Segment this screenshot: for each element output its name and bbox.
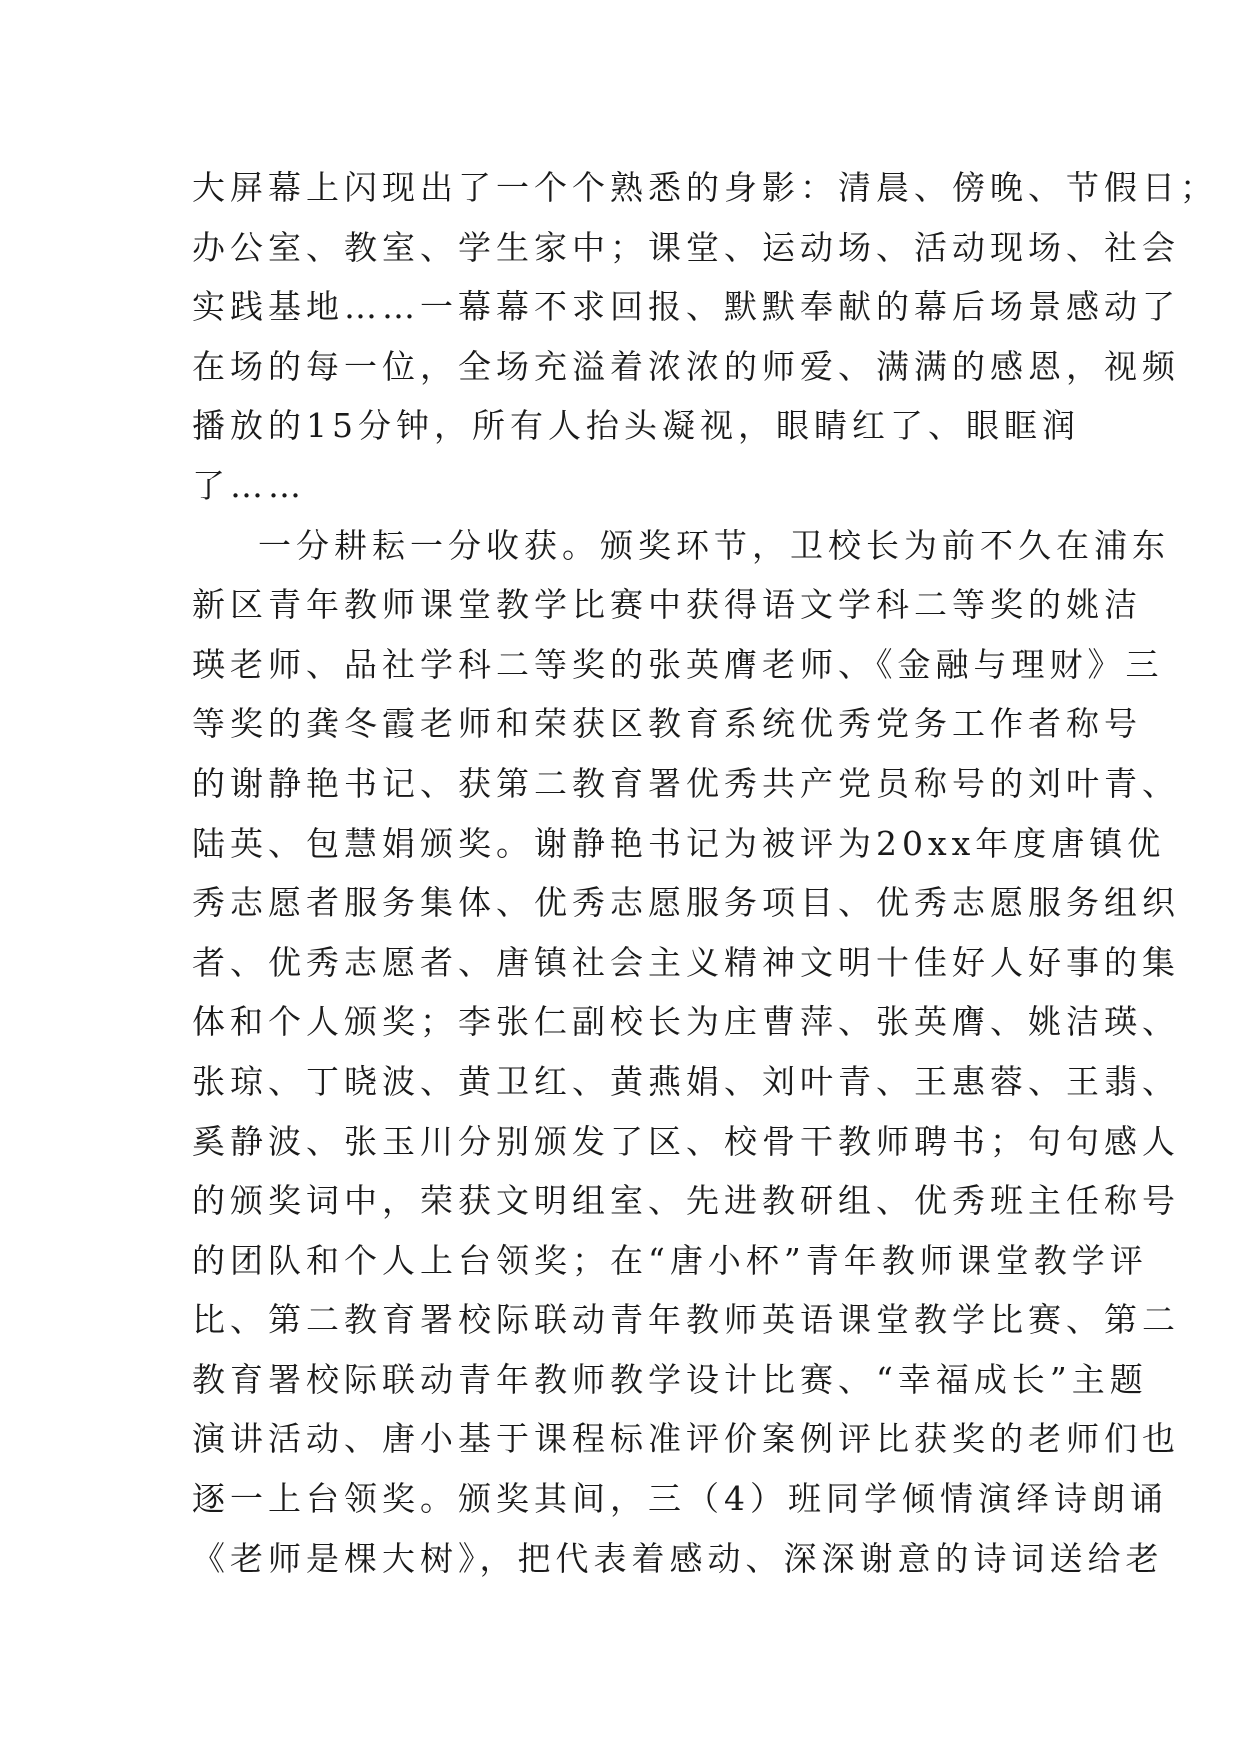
text-line: 了…… — [192, 465, 306, 505]
text-line: 比、第二教育署校际联动青年教师英语课堂教学比赛、第二 — [192, 1300, 1180, 1340]
text-line: 逐一上台领奖。颁奖其间，三（4）班同学倾情演绎诗朗诵 — [192, 1479, 1168, 1519]
text-line: 教育署校际联动青年教师教学设计比赛、“幸福成长”主题 — [192, 1359, 1148, 1399]
text-line: 播放的15分钟，所有人抬头凝视，眼睛红了、眼眶润 — [192, 406, 1080, 446]
text-line: 陆英、包慧娟颁奖。谢静艳书记为被评为20xx年度唐镇优 — [192, 823, 1166, 863]
text-line: 的谢静艳书记、获第二教育署优秀共产党员称号的刘叶青、 — [192, 763, 1180, 803]
text-line: 张琼、丁晓波、黄卫红、黄燕娟、刘叶青、王惠蓉、王翡、 — [192, 1061, 1180, 1101]
text-line: 奚静波、张玉川分别颁发了区、校骨干教师聘书；句句感人 — [192, 1121, 1180, 1161]
text-line: 的颁奖词中，荣获文明组室、先进教研组、优秀班主任称号 — [192, 1181, 1180, 1221]
text-line: 瑛老师、品社学科二等奖的张英膺老师、《金融与理财》三 — [192, 644, 1164, 684]
text-line: 等奖的龚冬霞老师和荣获区教育系统优秀党务工作者称号 — [192, 704, 1142, 744]
text-line: 一分耕耘一分收获。颁奖环节，卫校长为前不久在浦东 — [258, 525, 1170, 565]
text-line: 秀志愿者服务集体、优秀志愿服务项目、优秀志愿服务组织 — [192, 883, 1180, 923]
document-body — [192, 158, 1218, 1588]
text-line: 的团队和个人上台领奖；在“唐小杯”青年教师课堂教学评 — [192, 1240, 1148, 1280]
text-line: 体和个人颁奖；李张仁副校长为庄曹萍、张英膺、姚洁瑛、 — [192, 1002, 1180, 1042]
text-line: 实践基地……一幕幕不求回报、默默奉献的幕后场景感动了 — [192, 287, 1180, 327]
text-line: 者、优秀志愿者、唐镇社会主义精神文明十佳好人好事的集 — [192, 942, 1180, 982]
text-line: 新区青年教师课堂教学比赛中获得语文学科二等奖的姚洁 — [192, 585, 1142, 625]
text-line: 大屏幕上闪现出了一个个熟悉的身影：清晨、傍晚、节假日； — [192, 168, 1218, 207]
text-line: 演讲活动、唐小基于课程标准评价案例评比获奖的老师们也 — [192, 1419, 1180, 1459]
text-line: 《老师是棵大树》，把代表着感动、深深谢意的诗词送给老 — [192, 1538, 1164, 1578]
text-line: 办公室、教室、学生家中；课堂、运动场、活动现场、社会 — [192, 227, 1180, 267]
text-line: 在场的每一位，全场充溢着浓浓的师爱、满满的感恩，视频 — [192, 346, 1180, 386]
